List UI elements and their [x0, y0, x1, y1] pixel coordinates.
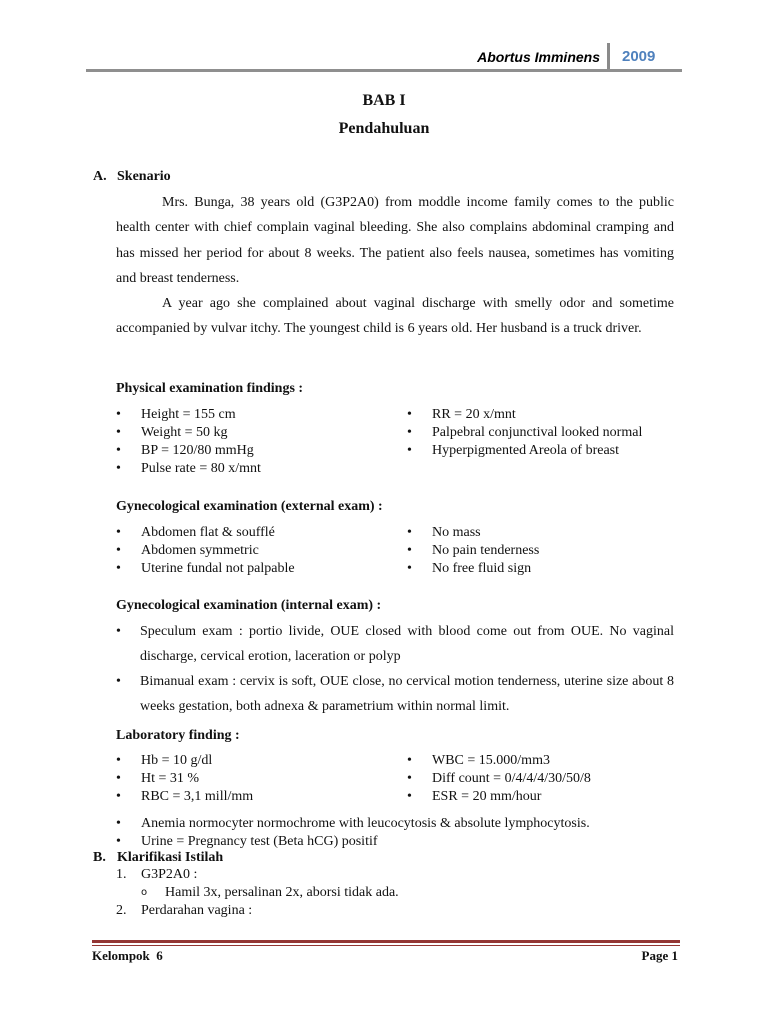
bullet-icon: • [116, 789, 121, 804]
list-item-text: Hb = 10 g/dl [141, 753, 213, 768]
list-item [116, 788, 253, 806]
list-item [116, 770, 253, 788]
bullet-icon: • [407, 561, 412, 576]
item-number: 1. [116, 867, 127, 882]
list-item-text: BP = 120/80 mmHg [141, 443, 254, 458]
section-b-letter: B. [93, 850, 106, 865]
list-item [116, 752, 253, 770]
physical-exam-title: Physical examination findings : [116, 381, 304, 396]
physical-exam-list-left [116, 406, 261, 478]
bullet-icon: • [116, 816, 121, 831]
list-item [116, 460, 261, 478]
list-item [407, 542, 539, 560]
list-item [407, 524, 539, 542]
gyn-external-list-right [407, 524, 539, 578]
list-item [407, 442, 642, 460]
list-item [116, 406, 261, 424]
list-item-text: Abdomen symmetric [141, 543, 259, 558]
footer-group-label: Kelompok 6 [92, 948, 163, 963]
scenario-paragraph-1 [116, 190, 674, 291]
bullet-icon: • [407, 753, 412, 768]
lab-list-right [407, 752, 591, 806]
list-item [116, 669, 674, 719]
list-item [407, 788, 591, 806]
list-item-text: Weight = 50 kg [141, 425, 228, 440]
list-item [116, 524, 295, 542]
lab-title: Laboratory finding : [116, 728, 240, 743]
section-a-letter: A. [93, 169, 107, 184]
scenario-paragraph-2 [116, 291, 674, 342]
list-item-text: Speculum exam : portio livide, OUE closed with blood come out from OUE. No vaginal discharge, cervical erotion, laceration or polyp [140, 624, 674, 664]
list-item-text: Hyperpigmented Areola of breast [432, 443, 619, 458]
scenario-paragraph-2-text: A year ago she complained about vaginal discharge with smelly odor and sometime accompanied by vulvar itchy. The youngest child is 6 years old. Her husband is a truck driver. [116, 296, 674, 337]
bullet-icon: • [407, 425, 412, 440]
list-item-text: No free fluid sign [432, 561, 532, 576]
footer-rule-thin [92, 945, 680, 946]
bullet-icon: • [116, 461, 121, 476]
circle-bullet-icon: o [141, 887, 148, 898]
lab-list-left [116, 752, 253, 806]
list-item [116, 619, 674, 669]
list-item [116, 833, 590, 851]
list-item-text: Ht = 31 % [141, 771, 200, 786]
gyn-external-title: Gynecological examination (external exam) : [116, 499, 383, 514]
list-item [116, 424, 261, 442]
bullet-icon: • [116, 834, 121, 849]
scenario-paragraph-1-text: Mrs. Bunga, 38 years old (G3P2A0) from moddle income family comes to the public health center with chief complain vaginal bleeding. She also complains abdominal cramping and has missed her period for about 8 weeks. The patient also feels nausea, sometimes has vomiting and breast tenderness. [116, 195, 674, 286]
bullet-icon: • [116, 543, 121, 558]
bullet-icon: • [116, 561, 121, 576]
bullet-icon: • [116, 771, 121, 786]
bullet-icon: • [116, 443, 121, 458]
chapter-subtitle: Pendahuluan [338, 120, 430, 137]
bullet-icon: • [407, 407, 412, 422]
bullet-icon: • [116, 525, 121, 540]
list-item-text: Height = 155 cm [141, 407, 236, 422]
list-item-text: RR = 20 x/mnt [432, 407, 516, 422]
item-text: Perdarahan vagina : [141, 903, 253, 918]
gyn-internal-title: Gynecological examination (internal exam) : [116, 598, 382, 613]
list-item-text: Uterine fundal not palpable [141, 561, 295, 576]
list-item-text: Anemia normocyter normochrome with leucocytosis & absolute lymphocytosis. [141, 816, 590, 831]
lab-notes-list [116, 815, 590, 851]
footer-rule-thick [92, 940, 680, 943]
list-item-text: No pain tenderness [432, 543, 540, 558]
list-item-text: ESR = 20 mm/hour [432, 789, 542, 804]
item-text: G3P2A0 : [141, 867, 198, 882]
header-title: Abortus Imminens [477, 49, 600, 65]
bullet-icon: • [116, 407, 121, 422]
list-item-text: Bimanual exam : cervix is soft, OUE close, no cervical motion tenderness, uterine size about 8 weeks gestation, both adnexa & parametrium within normal limit. [140, 674, 674, 714]
list-item-text: No mass [432, 525, 481, 540]
header-divider [607, 43, 610, 70]
list-item [407, 770, 591, 788]
list-item-text: RBC = 3,1 mill/mm [141, 789, 254, 804]
list-item [116, 815, 590, 833]
gyn-external-list-left [116, 524, 295, 578]
bullet-icon: • [407, 543, 412, 558]
list-item [116, 560, 295, 578]
section-b-title: Klarifikasi Istilah [117, 850, 224, 865]
bullet-icon: • [116, 753, 121, 768]
bullet-icon: • [116, 674, 121, 689]
list-item [116, 442, 261, 460]
bullet-icon: • [407, 789, 412, 804]
bullet-icon: • [407, 525, 412, 540]
header-rule [86, 69, 682, 72]
list-item [407, 424, 642, 442]
list-item-text: Diff count = 0/4/4/4/30/50/8 [432, 771, 591, 786]
bullet-icon: • [407, 443, 412, 458]
section-a-title: Skenario [117, 169, 171, 184]
list-item-text: Urine = Pregnancy test (Beta hCG) positif [141, 834, 378, 849]
list-item [407, 406, 642, 424]
list-item [407, 560, 539, 578]
list-item-text: Palpebral conjunctival looked normal [432, 425, 643, 440]
item-number: 2. [116, 903, 127, 918]
gyn-internal-list [116, 619, 674, 719]
list-item [116, 542, 295, 560]
chapter-title: BAB I [362, 92, 406, 109]
footer-page-number: Page 1 [641, 948, 678, 963]
list-item-text: Abdomen flat & soufflé [141, 525, 275, 540]
header-year: 2009 [622, 48, 656, 65]
sub-item-text: Hamil 3x, persalinan 2x, aborsi tidak ada. [165, 885, 399, 900]
list-item-text: Pulse rate = 80 x/mnt [141, 461, 261, 476]
bullet-icon: • [407, 771, 412, 786]
list-item [407, 752, 591, 770]
bullet-icon: • [116, 425, 121, 440]
list-item-text: WBC = 15.000/mm3 [432, 753, 550, 768]
physical-exam-list-right [407, 406, 642, 460]
bullet-icon: • [116, 624, 121, 639]
